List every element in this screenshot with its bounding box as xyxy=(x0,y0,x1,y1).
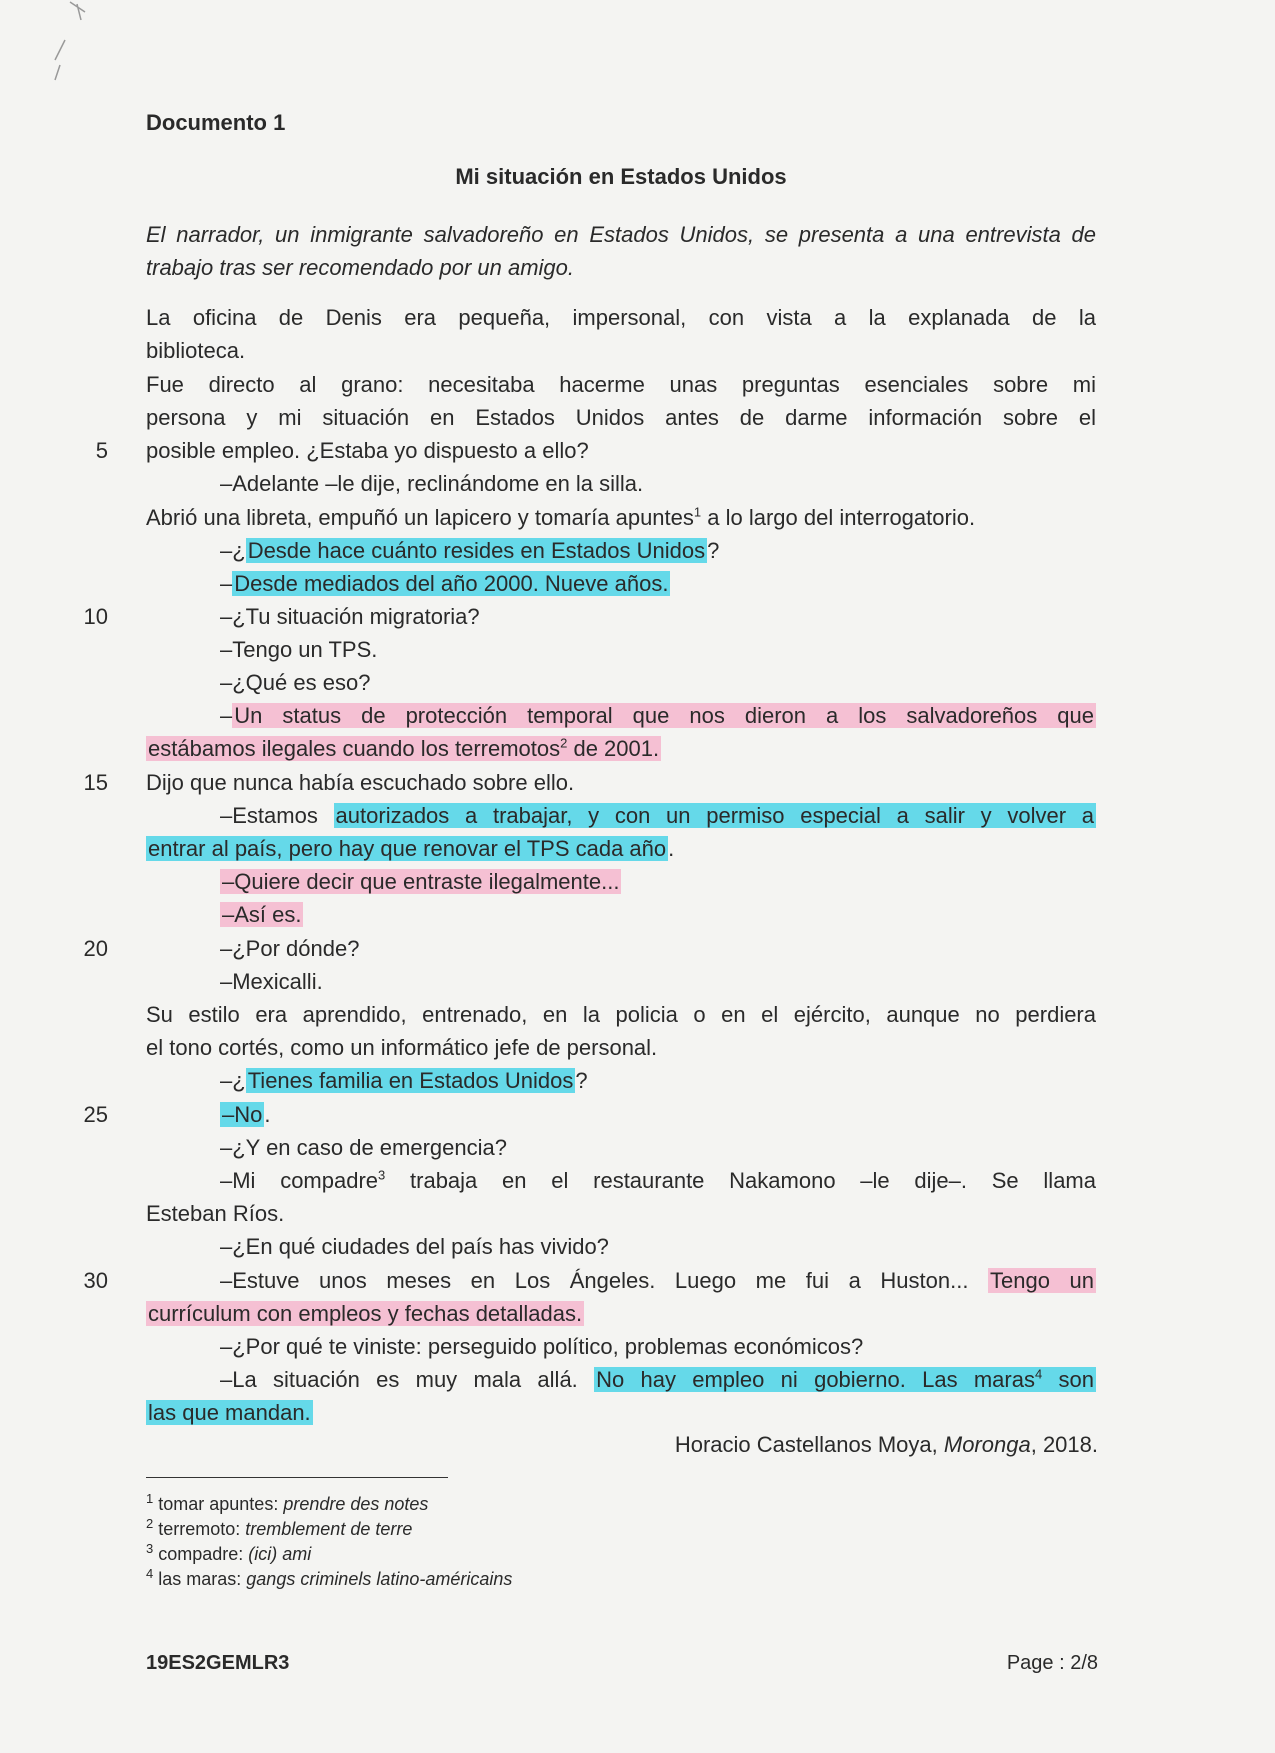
text-line: Esteban Ríos. xyxy=(146,1201,285,1226)
page-number: Page : 2/8 xyxy=(1006,1652,1098,1674)
highlight-blue: entrar al país, pero hay que renovar el TPS cada año xyxy=(148,836,667,861)
document-title: Mi situación en Estados Unidos xyxy=(455,164,787,189)
text-line: –¿Tu situación migratoria? xyxy=(220,604,480,629)
text-line xyxy=(220,865,621,898)
document-label: Documento 1 xyxy=(146,110,286,135)
text-line: –Mexicalli. xyxy=(220,969,323,994)
highlight-pink: –Quiere decir que entraste ilegalmente... xyxy=(222,869,620,894)
line-number: 15 xyxy=(83,770,108,795)
text-line: Abrió una libreta, empuñó un lapicero y tomaría apuntes$^1$ a lo largo del interrogatorio. xyxy=(146,504,976,530)
text-line: Fue directo al grano: necesitaba hacerme unas preguntas esenciales sobre mi xyxy=(146,372,1096,397)
text-line xyxy=(220,898,303,931)
text-line: –¿Por dónde? xyxy=(220,936,360,961)
text-line: posible empleo. ¿Estaba yo dispuesto a ello? xyxy=(146,438,589,463)
text-line: –¿Tienes familia en Estados Unidos? xyxy=(220,1068,588,1093)
line-number: 25 xyxy=(83,1102,108,1127)
document-code: 19ES2GEMLR3 xyxy=(146,1652,290,1674)
text-line: La oficina de Denis era pequeña, impersonal, con vista a la explanada de la xyxy=(146,305,1096,330)
highlight-blue: Desde hace cuánto resides en Estados Unidos xyxy=(247,538,706,563)
footnote: $^3$ compadre: (ici) ami xyxy=(146,1541,312,1564)
text-line: –No. xyxy=(222,1102,271,1127)
text-line xyxy=(146,1297,584,1330)
line-number: 10 xyxy=(83,604,108,629)
text-line: –¿Por qué te viniste: perseguido político, problemas económicos? xyxy=(220,1334,864,1359)
text-line: biblioteca. xyxy=(146,338,246,363)
text-line: –¿Qué es eso? xyxy=(220,670,371,695)
footnote-ref: 1 xyxy=(693,504,702,520)
highlight-blue: Desde mediados del año 2000. Nueve años. xyxy=(234,571,669,596)
text-line: –Un status de protección temporal que nos dieron a los salvadoreños que xyxy=(220,703,1094,728)
text-line: –¿Desde hace cuánto resides en Estados Unidos? xyxy=(220,538,720,563)
text-line: el tono cortés, como un informático jefe de personal. xyxy=(146,1035,658,1060)
text-line: Dijo que nunca había escuchado sobre ello. xyxy=(146,770,575,795)
text-line: –Estamos autorizados a trabajar, y con un permiso especial a salir y volver a xyxy=(220,803,1094,828)
text-line: –Adelante –le dije, reclinándome en la silla. xyxy=(220,471,644,496)
line-number: 5 xyxy=(95,438,108,463)
highlight-pink: Tengo un xyxy=(990,1268,1094,1293)
highlight-blue: No hay empleo ni gobierno. Las maras$^4$ son xyxy=(596,1366,1094,1392)
footnote: $^2$ terremoto: tremblement de terre xyxy=(146,1516,413,1539)
highlight-pink: estábamos ilegales cuando los terremotos$^2$ de 2001. xyxy=(148,735,660,761)
intro-paragraph: El narrador, un inmigrante salvadoreño en Estados Unidos, se presenta a una entrevista de trabajo tras ser recomendado por un amigo. xyxy=(146,222,1096,280)
highlight-pink: currículum con empleos y fechas detalladas. xyxy=(148,1301,583,1326)
footnote-ref: 4 xyxy=(1034,1366,1043,1382)
text-line: –¿Y en caso de emergencia? xyxy=(220,1135,507,1160)
text-line: –Tengo un TPS. xyxy=(220,637,378,662)
text-line: –¿En qué ciudades del país has vivido? xyxy=(220,1234,609,1259)
staple-mark xyxy=(25,0,95,90)
highlight-pink: Un status de protección temporal que nos dieron a los salvadoreños que xyxy=(234,703,1094,728)
highlight-pink: –Así es. xyxy=(222,902,302,927)
text-line xyxy=(146,1396,313,1429)
line-number: 30 xyxy=(83,1268,108,1293)
text-line: –La situación es muy mala allá. No hay empleo ni gobierno. Las maras$^4$ son xyxy=(220,1366,1094,1392)
text-line: –Estuve unos meses en Los Ángeles. Luego me fui a Huston... Tengo un xyxy=(220,1268,1094,1293)
highlight-blue: –No xyxy=(222,1102,263,1127)
footnote-ref: 3 xyxy=(378,1167,386,1183)
footnote-divider xyxy=(146,1477,448,1478)
text-line: entrar al país, pero hay que renovar el TPS cada año. xyxy=(148,836,675,861)
footnote: $^1$ tomar apuntes: prendre des notes xyxy=(146,1491,429,1514)
text-line: –Desde mediados del año 2000. Nueve años. xyxy=(220,571,669,596)
text-line xyxy=(146,732,661,765)
line-number: 20 xyxy=(83,936,108,961)
text-line: –Mi compadre$^3$ trabaja en el restaurante Nakamono –le dije–. Se llama xyxy=(220,1167,1096,1193)
attribution: Horacio Castellanos Moya, Moronga, 2018. xyxy=(674,1432,1098,1457)
highlight-blue: las que mandan. xyxy=(148,1400,311,1425)
highlight-blue: autorizados a trabajar, y con un permiso especial a salir y volver a xyxy=(335,803,1094,828)
text-line: Su estilo era aprendido, entrenado, en la policia o en el ejército, aunque no perdiera xyxy=(146,1002,1096,1027)
text-line: persona y mi situación en Estados Unidos antes de darme información sobre el xyxy=(146,405,1096,430)
highlight-blue: Tienes familia en Estados Unidos xyxy=(247,1068,574,1093)
footnote: $^4$ las maras: gangs criminels latino-américains xyxy=(146,1566,513,1589)
footnote-ref: 2 xyxy=(560,735,568,751)
